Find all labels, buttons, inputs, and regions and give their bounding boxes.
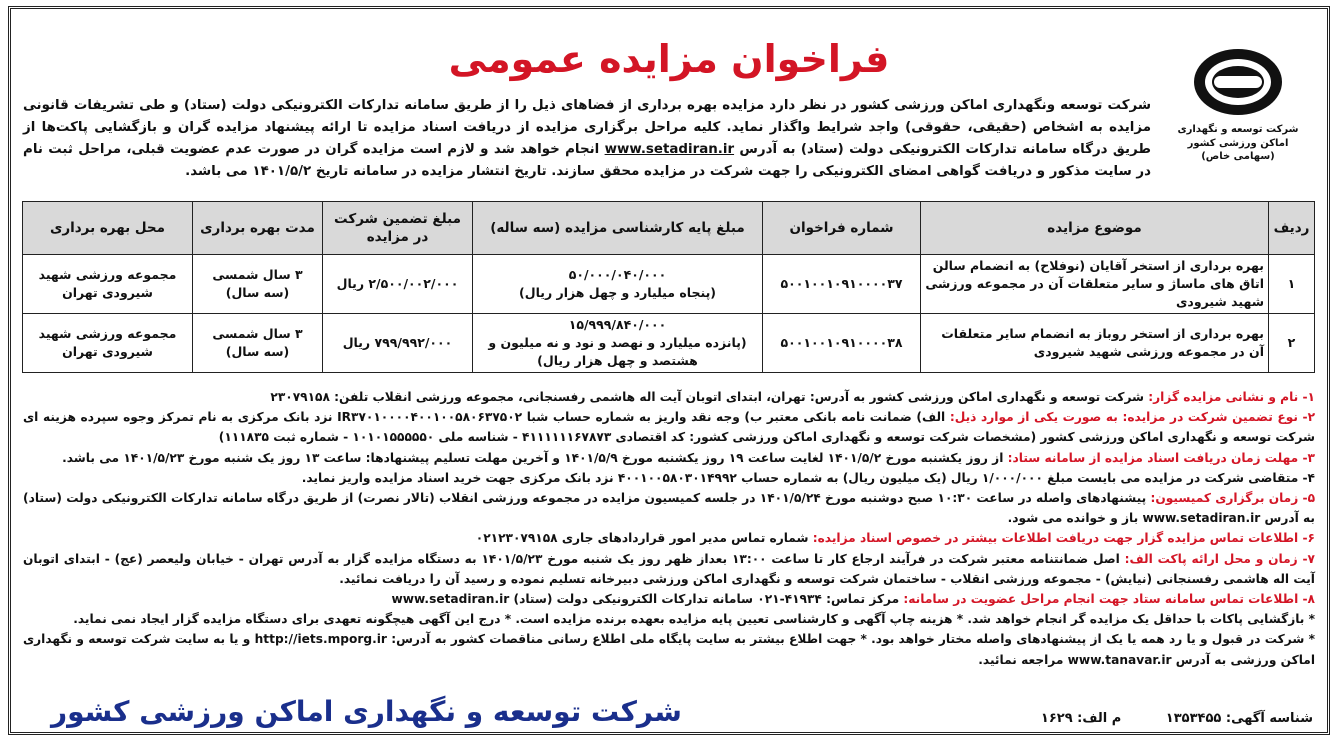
base-price-words: (پانزده میلیارد و نهصد و نود و نه میلیون و هشتصد و چهل هزار ریال)	[488, 335, 747, 368]
auction-table	[22, 201, 1315, 373]
ad-ref: م الف: ۱۶۲۹	[1040, 711, 1122, 726]
row-subject: بهره برداری از استخر آقایان (نوفلاح) به انضمام سالن اتاق های ماساژ و سایر متعلقات آن در مجموعه ورزشی شهید شیرودی	[921, 255, 1269, 314]
list-item	[23, 468, 1315, 488]
conditions-list	[23, 387, 1315, 670]
item-text: پیشنهادهای واصله در ساعت ۱۰:۳۰ صبح دوشنبه مورخ ۱۴۰۱/۵/۲۴ در جلسه کمیسیون مزایده در مجموعه ورزشی انقلاب (تالار نصرت) از طریق درگاه سامانه تدارکات الکترونیکی دولت (ستاد) به آدرس www.setadiran.ir باز و خوانده می شود.	[23, 491, 1315, 526]
item-label: ۱- نام و نشانی مزایده گزار:	[1148, 390, 1315, 404]
header-base-price: مبلغ پایه کارشناسی مزایده (سه ساله)	[473, 202, 763, 255]
header-row-number: ردیف	[1269, 202, 1315, 255]
base-price-value: ۱۵/۹۹۹/۸۴۰/۰۰۰	[568, 317, 667, 332]
list-item	[23, 549, 1315, 589]
base-price-value: ۵۰/۰۰۰/۰۴۰/۰۰۰	[568, 267, 667, 282]
item-text: * شرکت در قبول و یا رد همه یا یک از پیشنهادهای واصله مختار خواهد بود. * جهت اطلاع بیشتر به سایت پایگاه ملی اطلاع رسانی مناقصات کشور به آدرس: http://iets.mporg.ir و یا به سایت شرکت توسعه و نگهداری اماکن ورزشی به آدرس www.tanavar.ir مراجعه نمائید.	[23, 632, 1315, 667]
logo-line-1: شرکت توسعه و نگهداری	[1177, 124, 1299, 135]
intro-text-end: انجام خواهد شد و لازم است مزایده گران در صورت عدم عضویت قبلی، مراحل ثبت نام در سایت مذکور و دریافت گواهی امضای الکترونیکی را جهت شرکت در مزایده محقق سازند. تاریخ انتشار مزایده در سامانه تاریخ ۱۴۰۱/۵/۲ می باشد.	[23, 142, 1151, 179]
duration-value: ۳ سال شمسی	[212, 267, 303, 282]
header-location: محل بهره برداری	[23, 202, 193, 255]
logo-line-2: اماکن ورزشی کشور	[1187, 137, 1289, 149]
row-subject: بهره برداری از استخر روباز به انضمام سایر متعلقات آن در مجموعه ورزشی شهید شیرودی	[921, 314, 1269, 373]
item-text: * بازگشایی پاکات با حداقل یک مزایده گر انجام خواهد شد. * هزینه چاپ آگهی و کارشناسی تعیین پایه مزایده بعهده برنده مزایده است. * درج این آگهی هیچگونه تعهدی برای دستگاه مزایده گزار ایجاد نمی نماید.	[73, 612, 1315, 627]
base-price-words: (پنجاه میلیارد و چهل هزار ریال)	[519, 285, 716, 300]
list-item	[23, 609, 1315, 629]
intro-paragraph	[23, 95, 1151, 183]
table-header-row	[23, 202, 1315, 255]
item-label: ۸- اطلاعات تماس سامانه ستاد جهت انجام مراحل عضویت در سامانه:	[903, 592, 1315, 607]
list-item	[23, 407, 1315, 447]
row-location: مجموعه ورزشی شهید شیرودی تهران	[23, 314, 193, 373]
header-call-number: شماره فراخوان	[763, 202, 921, 255]
ad-id: شناسه آگهی: ۱۳۵۳۴۵۵	[1165, 711, 1313, 726]
list-item	[23, 448, 1315, 468]
page-title: فراخوان مزایده عمومی	[448, 37, 890, 81]
table-row	[23, 314, 1315, 373]
item-text: شرکت توسعه و نگهداری اماکن ورزشی کشور به آدرس: تهران، ابتدای اتوبان آیت اله هاشمی رفسنجانی، مجموعه ورزشی انقلاب تلفن: ۲۳۰۷۹۱۵۸	[270, 390, 1145, 404]
item-label: ۵- زمان برگزاری کمیسیون:	[1150, 491, 1316, 506]
table-row	[23, 255, 1315, 314]
advertisement-page	[8, 6, 1330, 735]
row-base-price	[473, 255, 763, 314]
footer-organization: شرکت توسعه و نگهداری اماکن ورزشی کشور	[51, 695, 682, 728]
row-call-number: ۵۰۰۱۰۰۱۰۹۱۰۰۰۰۳۸	[763, 314, 921, 373]
item-text: الف) ضمانت نامه بانکی معتبر ب) وجه نقد واریز به شماره حساب شبا IR۳۷۰۱۰۰۰۰۴۰۰۱۰۰۵۸۰۶۳۷۵۰۲ نزد بانک مرکزی به نام تمرکز وجوه سپرده هزینه ای شرکت توسعه و نگهداری اماکن ورزشی کشور (مشخصات شرکت توسعه و نگهداری اماکن ورزشی کشور: کد اقتصادی ۴۱۱۱۱۱۱۶۷۸۷۳ - شناسه ملی ۱۰۱۰۱۵۵۵۵۵۰ - شماره ثبت ۱۱۱۸۳۵)	[23, 410, 1315, 445]
item-text: ۴- متقاضی شرکت در مزایده می بایست مبلغ ۱/۰۰۰/۰۰۰ ریال (یک میلیون ریال) به شماره حساب ۴۰۰۱۰۰۵۸۰۳۰۱۴۹۹۲ نزد بانک مرکزی جهت خرید اسناد مزایده واریز نماید.	[301, 470, 1315, 485]
header-duration: مدت بهره برداری	[193, 202, 323, 255]
duration-sub: (سه سال)	[225, 285, 290, 300]
item-text: مرکز تماس: ۴۱۹۳۴-۰۲۱ سامانه تدارکات الکترونیکی دولت (ستاد) www.setadiran.ir	[391, 592, 900, 607]
row-duration	[193, 255, 323, 314]
row-duration	[193, 314, 323, 373]
item-text: اصل ضمانتنامه معتبر شرکت در فرآیند ارجاع کار تا ساعت ۱۳:۰۰ بعداز ظهر روز یک شنبه مورخ ۱۴۰۱/۵/۲۳ به دستگاه مزایده گزار به آدرس تهران - خیابان ولیعصر (عج) - ابتدای اتوبان آیت اله هاشمی رفسنجانی (نیایش) - مجموعه ورزشی انقلاب - ساختمان شرکت توسعه و نگهداری اماکن ورزشی دبیرخانه تسلیم نموده و رسید آن را دریافت نمائید.	[23, 551, 1315, 586]
item-label: ۷- زمان و محل ارائه پاکت الف:	[1124, 551, 1315, 566]
item-text: از روز یکشنبه مورخ ۱۴۰۱/۵/۲ لغایت ساعت ۱۹ روز یکشنبه مورخ ۱۴۰۱/۵/۹ و آخرین مهلت تسلیم پیشنهادها: ساعت ۱۳ روز یک شنبه مورخ ۱۴۰۱/۵/۲۳ می باشد.	[62, 450, 1004, 465]
item-label: ۲- نوع تضمین شرکت در مزایده: به صورت یکی از موارد ذیل:	[949, 410, 1316, 425]
list-item	[23, 629, 1315, 669]
duration-sub: (سه سال)	[225, 344, 290, 359]
row-number: ۱	[1269, 255, 1315, 314]
list-item	[23, 528, 1315, 548]
duration-value: ۳ سال شمسی	[212, 326, 303, 341]
item-label: ۳- مهلت زمان دریافت اسناد مزایده از سامانه ستاد:	[1007, 450, 1315, 465]
logo-line-3: (سهامی خاص)	[1201, 151, 1275, 162]
setadiran-link[interactable]: www.setadiran.ir	[604, 142, 735, 157]
row-call-number: ۵۰۰۱۰۰۱۰۹۱۰۰۰۰۳۷	[763, 255, 921, 314]
list-item	[23, 387, 1315, 407]
item-label: ۶- اطلاعات تماس مزایده گزار جهت دریافت اطلاعات بیشتر در خصوص اسناد مزایده:	[812, 531, 1315, 546]
footer-identifiers	[1001, 711, 1313, 726]
row-deposit: ۲/۵۰۰/۰۰۲/۰۰۰ ریال	[323, 255, 473, 314]
company-emblem-icon	[1192, 47, 1284, 117]
row-location: مجموعه ورزشی شهید شیرودی تهران	[23, 255, 193, 314]
intro-text-start: شرکت توسعه ونگهداری اماکن ورزشی کشور در نظر دارد مزایده بهره برداری از فضاهای ذیل را از طریق سامانه تدارکات الکترونیکی دولت (ستاد) و طی تشریفات قانونی مزایده به اشخاص (حقیقی، حقوقی) واجد شرایط واگذار نماید. کلیه مراحل برگزاری مزایده از دریافت اسناد مزایده تا ارائه پیشنهاد مزایده گران و بازگشایی پاکت‌ها از طریق درگاه سامانه تدارکات الکترونیکی دولت (ستاد) به آدرس	[23, 98, 1151, 157]
row-deposit: ۷۹۹/۹۹۲/۰۰۰ ریال	[323, 314, 473, 373]
row-number: ۲	[1269, 314, 1315, 373]
row-base-price	[473, 314, 763, 373]
item-text: شماره تماس مدیر امور قراردادهای جاری ۰۲۱۲۳۰۷۹۱۵۸	[475, 531, 809, 546]
list-item	[23, 488, 1315, 528]
list-item	[23, 589, 1315, 609]
header-deposit: مبلغ تضمین شرکت در مزایده	[323, 202, 473, 255]
header-subject: موضوع مزایده	[921, 202, 1269, 255]
company-logo	[1163, 47, 1313, 164]
